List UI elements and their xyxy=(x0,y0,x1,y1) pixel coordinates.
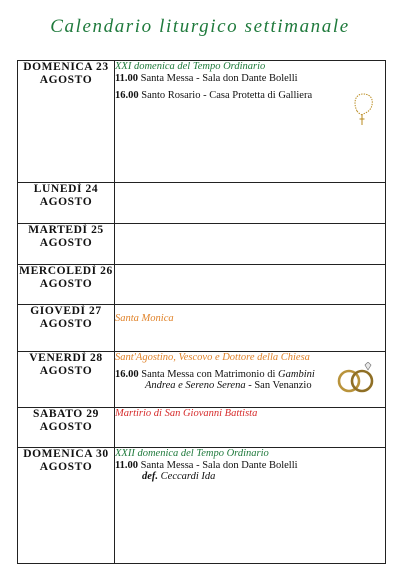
day-label: DOMENICA 23 AGOSTO xyxy=(18,61,115,183)
day-row-friday-28 xyxy=(18,352,386,408)
day-events xyxy=(115,183,386,224)
day-events xyxy=(115,224,386,265)
celebration-title: Santa Monica xyxy=(115,313,174,324)
event-text: - San Venanzio xyxy=(245,380,312,391)
day-label: LUNEDÌ 24 AGOSTO xyxy=(18,183,115,224)
celebration-title: XXI domenica del Tempo Ordinario xyxy=(115,61,266,72)
day-row-tuesday-25 xyxy=(18,224,386,265)
day-label: GIOVEDÌ 27 AGOSTO xyxy=(18,305,115,352)
day-label: MARTEDÌ 25 AGOSTO xyxy=(18,224,115,265)
day-events xyxy=(115,352,386,408)
couple-names: Andrea e Sereno Serena xyxy=(145,380,246,391)
day-row-wednesday-26 xyxy=(18,265,386,305)
day-label: DOMENICA 30 AGOSTO xyxy=(18,448,115,564)
event-text: Santo Rosario - Casa Protetta di Galliera xyxy=(141,90,313,101)
event-item xyxy=(115,460,385,472)
event-text: Santa Messa - Sala don Dante Bolelli xyxy=(140,72,298,84)
rosary-icon xyxy=(353,91,375,129)
day-events xyxy=(115,265,386,305)
event-time: 11.00 xyxy=(115,72,139,84)
day-events xyxy=(115,305,386,352)
event-item xyxy=(115,90,385,102)
deceased-name: Ceccardi Ida xyxy=(158,471,216,482)
celebration-title: Sant'Agostino, Vescovo e Dottore della Chiesa xyxy=(115,352,310,363)
day-label: SABATO 29 AGOSTO xyxy=(18,408,115,448)
event-text: Santa Messa con Matrimonio di xyxy=(141,368,279,380)
mass-intention xyxy=(115,471,385,483)
day-row-sunday-23 xyxy=(18,61,386,183)
page-title: Calendario liturgico settimanale xyxy=(50,16,350,37)
couple-names: Gambini xyxy=(278,368,315,380)
event-time: 11.00 xyxy=(115,459,139,471)
day-events xyxy=(115,408,386,448)
day-label: MERCOLEDÌ 26 AGOSTO xyxy=(18,265,115,305)
celebration-title: XXII domenica del Tempo Ordinario xyxy=(115,448,269,459)
event-time: 16.00 xyxy=(115,368,139,380)
day-events xyxy=(115,61,386,183)
event-text: Santa Messa - Sala don Dante Bolelli xyxy=(140,459,298,471)
def-prefix: def. xyxy=(142,471,159,482)
liturgical-calendar-table xyxy=(17,60,386,564)
event-time: 16.00 xyxy=(115,90,139,101)
day-events xyxy=(115,448,386,564)
day-row-sunday-30 xyxy=(18,448,386,564)
day-label: VENERDÌ 28 AGOSTO xyxy=(18,352,115,408)
day-row-thursday-27 xyxy=(18,305,386,352)
celebration-title: Martirio di San Giovanni Battista xyxy=(115,408,258,419)
event-item xyxy=(115,73,385,85)
day-row-saturday-29 xyxy=(18,408,386,448)
day-row-monday-24 xyxy=(18,183,386,224)
wedding-rings-icon xyxy=(335,362,377,394)
